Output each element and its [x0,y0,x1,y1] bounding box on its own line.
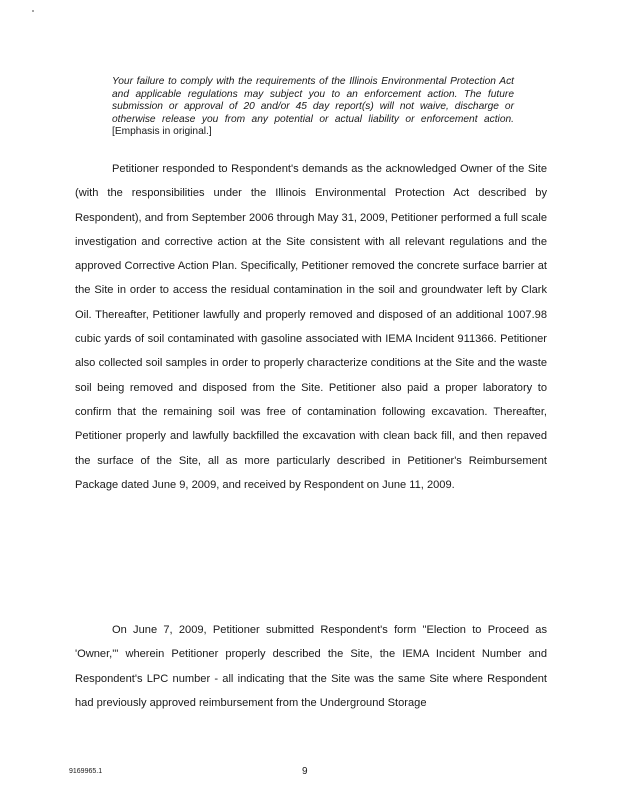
body-paragraph-2-container [75,618,547,715]
body-paragraph: Petitioner responded to Respondent's demands as the acknowledged Owner of the Site (with the responsibilities under the Illinois Environmental Protection Act described by Respondent), and from September 2006 through May 31, 2009, Petitioner performed a full scale investigation and corrective action at the Site consistent with all relevant regulations and the approved Corrective Action Plan. Specifically, Petitioner removed the concrete surface barrier at the Site in order to access the residual contamination in the soil and groundwater left by Clark Oil. Thereafter, Petitioner lawfully and properly removed and disposed of an additional 1007.98 cubic yards of soil contaminated with gasoline associated with IEMA Incident 911366. Petitioner also collected soil samples in order to properly characterize conditions at the Site and the waste soil being removed and disposed from the Site. Petitioner also paid a proper laboratory to confirm that the remaining soil was free of contamination following excavation. Thereafter, Petitioner properly and lawfully backfilled the excavation with clean back fill, and then repaved the surface of the Site, all as more particularly described in Petitioner's Reimbursement Package dated June 9, 2009, and received by Respondent on June 11, 2009. [75,163,547,491]
body-paragraph: On June 7, 2009, Petitioner submitted Respondent's form "Election to Proceed as 'Owner,'" wherein Petitioner properly described the Site, the IEMA Incident Number and Respondent's LPC number - all indicating that the Site was the same Site where Respondent had previously approved reimbursement from the Underground Storage [75,624,547,709]
body-paragraph-1-container [75,157,547,497]
block-quote [112,76,514,139]
scan-speck [32,10,34,12]
page-number: 9 [302,766,308,777]
emphasis-note: [Emphasis in original.] [112,126,212,138]
footer-document-id: 9169965.1 [69,768,103,775]
quote-italic-text: Your failure to comply with the requirements of the Illinois Environmental Protection Act and applicable regulations may subject you to an enforcement action. The future submission or approval of 20 and/or 45 day report(s) will not waive, discharge or otherwise release you from any potential or actual liability or enforcement action. [112,76,514,125]
